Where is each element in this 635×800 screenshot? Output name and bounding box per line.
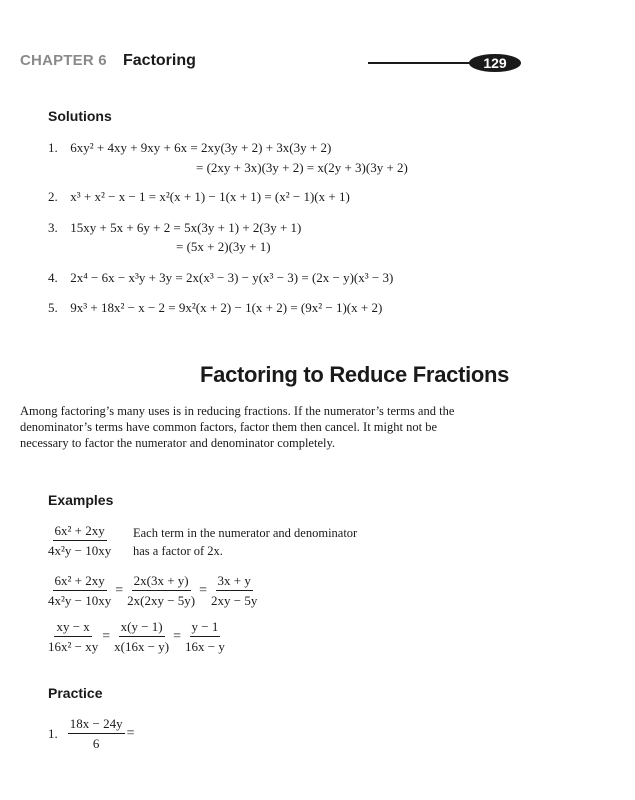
solution-line: 9x³ + 18x² − x − 2 = 9x²(x + 2) − 1(x + 2) = (9x² − 1)(x + 2) [70,300,383,315]
denominator: 16x − y [185,639,225,654]
solution-2 [48,189,350,205]
practice-heading: Practice [48,685,103,701]
example-1-fraction [46,523,113,559]
solution-line: 6xy² + 4xy + 9xy + 6x = 2xy(3y + 2) + 3x(3y + 2) [70,140,332,155]
numerator: 6x² + 2xy [53,523,107,541]
solution-number: 4. [48,270,58,285]
equals-sign: = [173,629,182,644]
solution-4 [48,270,393,286]
numerator: 18x − 24y [68,716,125,734]
fraction [46,573,113,609]
example-3-equation [46,619,227,655]
denominator: 2xy − 5y [211,593,258,608]
fraction [46,619,100,655]
solution-number: 2. [48,189,58,204]
solutions-heading: Solutions [48,108,112,124]
numerator: 3x + y [216,573,253,591]
denominator: 16x² − xy [48,639,99,654]
solution-number: 1. [48,140,58,155]
example-1-note [133,524,357,560]
fraction [209,573,259,609]
denominator: 4x²y − 10xy [48,593,112,608]
header-rule [368,62,480,64]
note-line: has a factor of 2x. [133,544,223,558]
chapter-title: Factoring [123,52,196,69]
note-line: Each term in the numerator and denominator [133,526,358,540]
solution-3 [48,220,301,236]
solution-1 [48,140,331,156]
numerator: y − 1 [190,619,221,637]
fraction [112,619,171,655]
solution-number: 5. [48,300,58,315]
fraction [183,619,227,655]
solution-line: 2x⁴ − 6x − x³y + 3y = 2x(x³ − 3) − y(x³ − 3) = (2x − y)(x³ − 3) [70,270,394,285]
example-2-equation [46,573,259,609]
page-number-badge: 129 [469,54,521,72]
fraction [68,716,125,752]
equals-sign: = [102,629,111,644]
denominator: 6 [92,736,100,751]
solution-line: 15xy + 5x + 6y + 2 = 5x(3y + 1) + 2(3y + 1) [70,220,302,235]
solution-3-continuation: = (5x + 2)(3y + 1) [176,239,271,254]
equals-sign: = [199,583,208,598]
solution-1-continuation: = (2xy + 3x)(3y + 2) = x(2y + 3)(3y + 2) [196,160,408,175]
equals-sign: = [115,583,124,598]
solution-number: 3. [48,220,58,235]
practice-number: 1. [48,726,58,741]
numerator: xy − x [54,619,91,637]
numerator: 2x(3x + y) [132,573,191,591]
equals-sign: = [126,726,135,741]
section-title: Factoring to Reduce Fractions [200,362,510,387]
denominator: 4x²y − 10xy [48,543,112,558]
solution-5 [48,300,382,316]
numerator: x(y − 1) [119,619,165,637]
chapter-label: CHAPTER 6 [20,52,107,69]
section-intro: Among factoring’s many uses is in reducing fractions. If the numerator’s terms and the denominator’s terms have common factors, factor them then cancel. It might not be necessary to factor the numerator and denominator completely. [20,404,455,450]
denominator: 2x(2xy − 5y) [127,593,196,608]
practice-item-1 [48,716,137,752]
examples-heading: Examples [48,492,114,508]
numerator: 6x² + 2xy [53,573,107,591]
solution-line: x³ + x² − x − 1 = x²(x + 1) − 1(x + 1) = (x² − 1)(x + 1) [70,189,350,204]
fraction [125,573,197,609]
denominator: x(16x − y) [114,639,170,654]
